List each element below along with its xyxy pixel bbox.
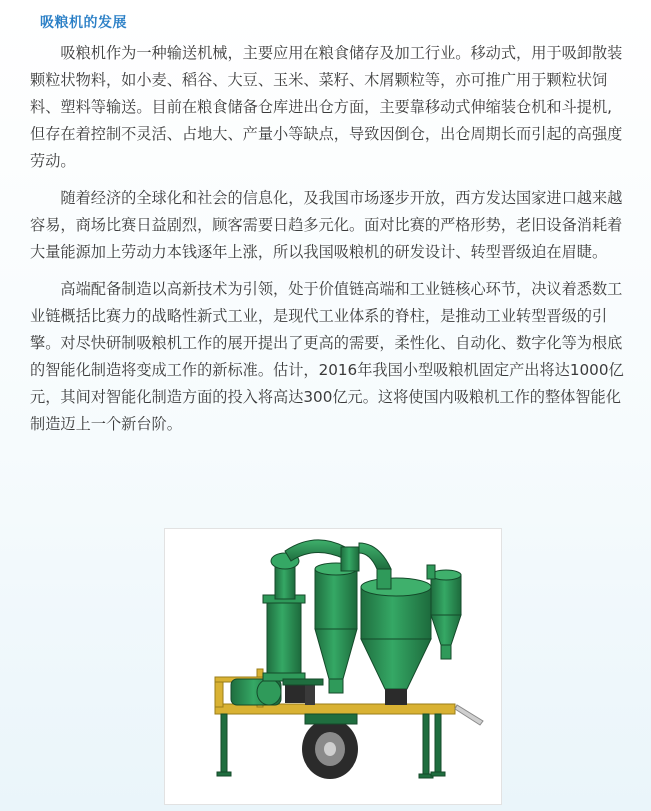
main-hopper — [359, 543, 431, 705]
machine-illustration-frame — [164, 528, 502, 805]
grain-suction-machine-icon — [165, 529, 501, 804]
discharge-pipe — [283, 679, 323, 685]
paragraph-1: 吸粮机作为一种输送机械，主要应用在粮食储存及加工行业。移动式，用于吸卸散装颗粒状物料，如小麦、稻谷、大豆、玉米、菜籽、木屑颗粒等，亦可推广用于颗粒状饲料、塑料等输送。目前在粮食储备仓库进出仓方面，主要靠移动式伸缩装仓机和斗提机,但存在着控制不灵活、占地大、产量小等缺点，导致因倒仓，出仓周期长而引起的高强度劳动。 — [30, 44, 623, 170]
article-body — [30, 40, 626, 448]
secondary-cyclone — [427, 565, 461, 659]
wheel-icon — [302, 714, 358, 779]
paragraph-2: 随着经济的全球化和社会的信息化，及我国市场逐步开放，西方发达国家进口越来越容易，商场比赛日益剧烈，顾客需要日趋多元化。面对比赛的严格形势，老旧设备消耗着大量能源加上劳动力本钱逐年上涨，所以我国吸粮机的研发设计、转型晋级迫在眉睫。 — [30, 189, 623, 261]
cyclone-separator — [315, 547, 359, 693]
paragraph-3: 高端配备制造以高新技术为引领，处于价值链高端和工业链核心环节，决议着悉数工业链概括比赛力的战略性新式工业，是现代工业体系的脊柱，是推动工业转型晋级的引擎。对尽快研制吸粮机工作的展开提出了更高的需要，柔性化、自动化、数字化等为根底的智能化制造将变成工作的新标准。估计，2016年我国小型吸粮机固定产出将达1000亿元，其间对智能化制造方面的投入将高达300亿元。这将使国内吸粮机工作的整体智能化制造迈上一个新台阶。 — [30, 280, 624, 433]
article-title: 吸粮机的发展 — [40, 15, 127, 31]
